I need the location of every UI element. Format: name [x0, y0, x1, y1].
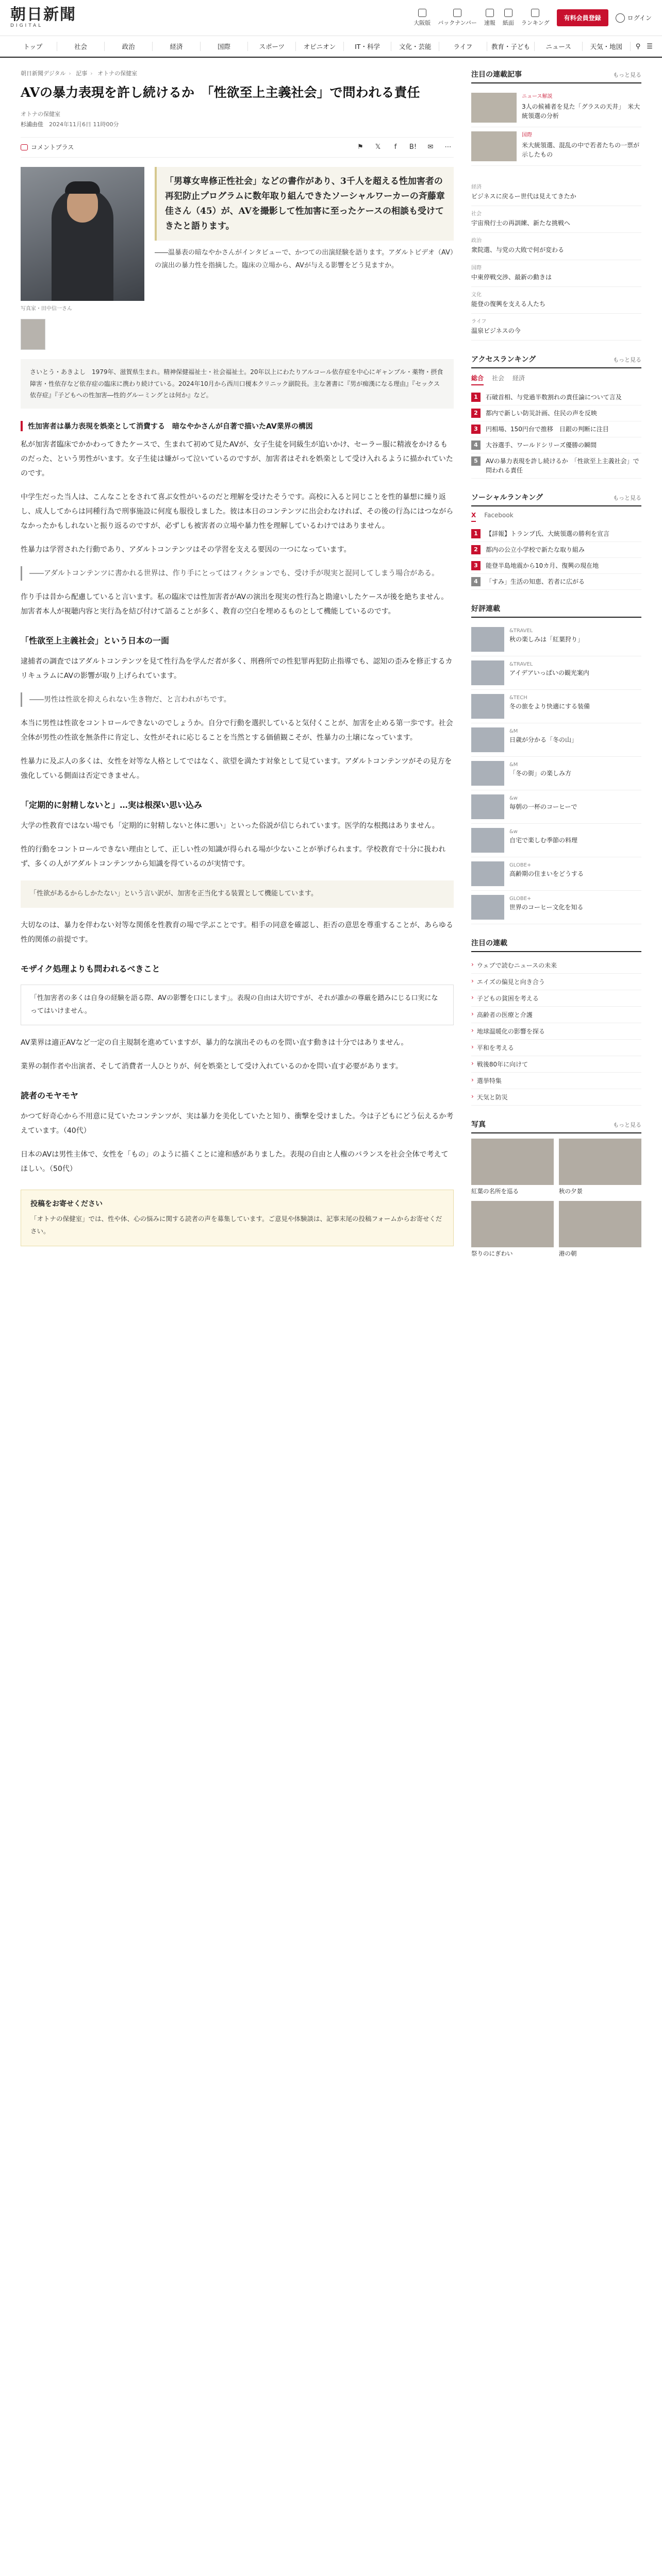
paragraph: 大学の性教育ではない場でも「定期的に射精しないと体に悪い」といった俗説が信じられています。医学的な根拠はありません。 [21, 822, 439, 831]
site-logo[interactable] [10, 7, 76, 28]
header-link-region[interactable]: 大阪版 [413, 9, 431, 27]
series-item[interactable]: &TECH 冬の旅をより快適にする装備 [471, 690, 641, 723]
more-link[interactable]: もっと見る [613, 495, 641, 502]
photo-thumbnail[interactable] [21, 319, 45, 350]
social-ranking [471, 492, 641, 590]
list-item[interactable]: ライフ 温泉ビジネスの今 [471, 314, 641, 341]
interview-question: ――男性は性欲を抑えられない生き物だ、と言われがちです。 [21, 692, 454, 707]
ranking-item[interactable]: 3 円相場、150円台で推移 日銀の判断に注目 [471, 421, 641, 437]
comment-plus-link[interactable]: コメントプラス [21, 143, 74, 151]
paragraph: 業界の制作者や出演者、そして消費者一人ひとりが、何を娯楽として受け入れているのかを問い直す必要があります。 [21, 1062, 403, 1071]
photo-card[interactable]: 紅葉の名所を巡る [471, 1139, 554, 1196]
series-thumbnail [471, 861, 504, 886]
reader-box-text: 「オトナの保健室」では、性や体、心の悩みに関する読者の声を募集しています。ご意見や体験談は、記事末尾の投稿フォームからお寄せください。 [30, 1215, 442, 1235]
site-header [0, 0, 662, 36]
paragraph: AV業界は適正AVなど一定の自主規制を進めていますが、暴力的な演出そのものを問い直す動きは十分ではありません。 [21, 1039, 408, 1047]
link-item[interactable]: › 子どもの貧困を考える [471, 990, 641, 1007]
photo-thumbnail [559, 1201, 641, 1247]
paragraph: かつて好奇心から不用意に見ていたコンテンツが、実は暴力を美化していたと知り、衝撃を受けました。今は子どもにどう伝えるか考えています。（40代） [21, 1112, 454, 1136]
feature-thumbnail [471, 131, 517, 161]
nav-item-international[interactable]: 国際 [201, 42, 249, 51]
link-item[interactable]: › 高齢者の医療と介護 [471, 1007, 641, 1023]
article-title: AVの暴力表現を許し続けるか 「性欲至上主義社会」で問われる責任 [21, 85, 420, 100]
ranking-icon [531, 9, 539, 17]
article-body [21, 421, 454, 1246]
share-bar [21, 137, 454, 158]
link-item[interactable]: › エイズの偏見と向き合う [471, 974, 641, 990]
pullquote: 「男尊女卑修正性社会」などの書作があり、3千人を超える性加害者の再犯防止プログラムに数年取り組んできたソーシャルワーカーの斉藤章佳さん（45）が、AVを撮影して性加害に至ったケースの相談も受けてきたと語ります。 [155, 167, 454, 241]
nav-item-education[interactable]: 教育・子ども [487, 42, 535, 51]
article-main [21, 69, 454, 1272]
reader-box-title: 投稿をお寄せください [30, 1200, 103, 1209]
link-item[interactable]: › 地球温暖化の影響を探る [471, 1023, 641, 1040]
nav-item-opinion[interactable]: オピニオン [296, 42, 344, 51]
login-button[interactable]: ログイン [616, 13, 652, 23]
header-link-ranking[interactable]: ランキング [521, 9, 550, 27]
rank-badge: 3 [471, 561, 481, 570]
ranking-item[interactable]: 1 石破首相、与党過半数割れの責任論について言及 [471, 389, 641, 405]
header-link-paper[interactable]: 紙面 [503, 9, 514, 27]
more-share-icon[interactable]: ⋯ [444, 143, 452, 151]
sidebar-section-title: 注目の連載記事 [471, 71, 522, 79]
access-ranking [471, 354, 641, 479]
sidebar-news-list [471, 179, 641, 341]
ranking-item[interactable]: 2 都内で新しい防災計画、住民の声を反映 [471, 405, 641, 421]
ranking-tabs [471, 374, 641, 385]
photo-thumbnails [21, 319, 144, 350]
feature-thumbnail [471, 93, 517, 123]
nav-item-life[interactable]: ライフ [439, 42, 487, 51]
sidebar-photos [471, 1119, 641, 1259]
logo-subtext: DIGITAL [10, 23, 43, 28]
newspaper-icon [504, 9, 512, 17]
feature-item[interactable]: 国際 米大統領選、混乱の中で若者たちの一票が示したもの [471, 127, 641, 166]
sidebar-section-title: ソーシャルランキング [471, 494, 543, 502]
section-heading: 「定期的に射精しないと」…実は根深い思い込み [21, 800, 203, 810]
link-item[interactable]: › 戦後80年に向けて [471, 1056, 641, 1073]
nav-item-science[interactable]: IT・科学 [344, 42, 392, 51]
sidebar-section-title: アクセスランキング [471, 355, 536, 364]
register-button[interactable]: 有料会員登録 [557, 9, 608, 26]
breadcrumb: 朝日新聞デジタル › 記事 › オトナの保健室 [21, 70, 138, 77]
sidebar-section-title: 注目の連載 [471, 939, 507, 948]
sidebar-section-title: 写真 [471, 1121, 486, 1129]
paragraph: 性暴力は学習された行動であり、アダルトコンテンツはその学習を支える要因の一つになっています。 [21, 546, 351, 554]
series-item[interactable]: &w 自宅で楽しむ季節の料理 [471, 824, 641, 857]
list-item[interactable]: 国際 中東停戦交渉、最新の動きは [471, 260, 641, 287]
section-heading: モザイク処理よりも問われるべきこと [21, 963, 160, 974]
byline [21, 109, 454, 130]
calendar-icon [453, 9, 461, 17]
series-item[interactable]: &w 毎朝の一杯のコーヒーで [471, 790, 641, 824]
interviewee-profile: さいとう・あきよし 1979年、滋賀県生まれ。精神保健福祉士・社会福祉士。20年以上にわたりアルコール依存症を中心にギャンブル・薬物・摂食障害・性依存など依存症の臨床に携わり続けている。2024年10月から西川口榎本クリニック副院長。主な著書に『男が痴漢になる理由』『セックス依存症』『子どもへの性加害―性的グルーミングとは何か』など。 [21, 359, 454, 409]
tab-overall[interactable]: 総合 [471, 374, 484, 385]
nav-item-society[interactable]: 社会 [57, 42, 105, 51]
header-links [413, 9, 652, 27]
more-link[interactable]: もっと見る [613, 72, 641, 78]
photo-caption: 写真家・田中信一さん [21, 306, 72, 312]
list-item[interactable]: 文化 能登の復興を支える人たち [471, 287, 641, 314]
list-item[interactable]: 経済 ビジネスに戻るー世代は見えてきたか [471, 179, 641, 206]
nav-item-culture[interactable]: 文化・芸能 [391, 42, 439, 51]
series-item[interactable]: GLOBE+ 世界のコーヒー文化を知る [471, 891, 641, 924]
ranking-item[interactable]: 5 AVの暴力表現を許し続けるか 「性欲至上主義社会」で問われる責任 [471, 453, 641, 479]
nav-item-politics[interactable]: 政治 [105, 42, 153, 51]
rank-badge: 1 [471, 393, 481, 402]
tab-facebook[interactable]: Facebook [484, 512, 514, 519]
interview-question: ――アダルトコンテンツに書かれる世界は、作り手にとってはフィクションでも、受け手が現実と混同してしまう場合がある。 [21, 566, 454, 581]
sidebar-series [471, 603, 641, 924]
header-link-breaking[interactable]: 速報 [484, 9, 495, 27]
series-thumbnail [471, 627, 504, 652]
menu-icon[interactable]: ☰ [647, 42, 653, 50]
rank-badge: 2 [471, 545, 481, 554]
paragraph: 本当に男性は性欲をコントロールできないのでしょうか。自分で行動を選択していると気付くことが、加害を止める第一歩です。社会全体が男性の性欲を無条件に肯定し、女性がそれに応じることを当然とする価値観こそが、性暴力の土壌になっています。 [21, 719, 453, 742]
clock-icon [486, 9, 494, 17]
paragraph: 逮捕者の調査ではアダルトコンテンツを見て性行為を学んだ者が多く、刑務所での性犯罪再犯防止指導でも、認知の歪みを修正するカリキュラムにAVの影響が取り上げられています。 [21, 657, 453, 681]
rank-badge: 5 [471, 456, 481, 466]
more-link[interactable]: もっと見る [613, 1122, 641, 1129]
series-thumbnail [471, 660, 504, 685]
tab-economy[interactable]: 経済 [512, 375, 525, 382]
section-heading: 読者のモヤモヤ [21, 1091, 79, 1101]
paragraph: 大切なのは、暴力を伴わない対等な関係を性教育の場で学ぶことです。相手の同意を確認し、拒否の意思を尊重することが、あらゆる性的関係の前提です。 [21, 921, 453, 944]
series-item[interactable]: &TRAVEL アイデアいっぱいの観光案内 [471, 656, 641, 690]
nav-item-weather[interactable]: 天気・地図 [583, 42, 631, 51]
nav-item-economy[interactable]: 経済 [153, 42, 201, 51]
photo-thumbnail [471, 1201, 554, 1247]
bookmark-icon[interactable]: ⚑ [357, 143, 363, 151]
nav-item-sports[interactable]: スポーツ [248, 42, 296, 51]
series-thumbnail [471, 794, 504, 819]
highlight-note: 「性欲があるからしかたない」という言い訳が、加害を正当化する装置として機能しています。 [21, 880, 454, 908]
author-name[interactable]: 杉浦由佳 [21, 121, 43, 128]
sidebar [471, 69, 641, 1272]
comment-icon [21, 144, 28, 150]
link-item[interactable]: › 平和を考える [471, 1040, 641, 1056]
ranking-item[interactable]: 1 【詳報】トランプ氏、大統領選の勝利を宣言 [471, 526, 641, 542]
hatena-share-icon[interactable]: B! [409, 143, 417, 151]
series-thumbnail [471, 761, 504, 786]
ranking-item[interactable]: 2 都内の公立小学校で新たな取り組み [471, 542, 641, 558]
paragraph: 性的行動をコントロールできない理由として、正しい性の知識が得られる場が少ないことが挙げられます。学校教育で十分に扱われず、多くの人がアダルトコンテンツから知識を得ているのが実情です。 [21, 845, 446, 869]
article-hero [21, 167, 454, 350]
tab-society[interactable]: 社会 [492, 375, 505, 382]
photo-thumbnail [559, 1139, 641, 1185]
rank-badge: 2 [471, 409, 481, 418]
sidebar-featured [471, 69, 641, 166]
sidebar-links [471, 938, 641, 1106]
rank-badge: 4 [471, 440, 481, 450]
callout-box: 「性加害者の多くは自身の経験を語る際、AVの影響を口にします」。表現の自由は大切ですが、それが誰かの尊厳を踏みにじる口実になってはいけません。 [21, 985, 454, 1025]
series-thumbnail [471, 694, 504, 719]
series-thumbnail [471, 828, 504, 853]
search-icon[interactable]: ⚲ [635, 42, 641, 50]
feature-item[interactable]: ニュース解説 3人の候補者を見た「グラスの天井」 米大統領選の分析 [471, 89, 641, 127]
sidebar-section-title: 好評連載 [471, 605, 500, 614]
link-item[interactable]: › 天気と防災 [471, 1089, 641, 1106]
list-item[interactable]: 政治 衆院選、与党の大敗で何が変わる [471, 233, 641, 260]
tab-x[interactable]: X [471, 512, 476, 522]
photo-card[interactable]: 港の朝 [559, 1201, 641, 1258]
more-link[interactable]: もっと見る [613, 357, 641, 364]
breadcrumb-item[interactable]: 記事 [76, 70, 88, 77]
rank-badge: 1 [471, 529, 481, 538]
ranking-item[interactable]: 4 「すみ」生活の知恵、若者に広がる [471, 574, 641, 590]
paragraph: 中学生だった当人は、こんなことをされて喜ぶ女性がいるのだと理解を受けたそうです。高校に入ると同じことを性的暴想に繰り返し、成人してからは同種行為で刑事施設に何度も服役しました。彼は本日のコンテンツに出会わなければ、その後の行為にはつながらなかったかもしれないと振り返るのですが、必ずしも被害者の立場や暴力性を理解しているわけではありません。 [21, 493, 454, 531]
mail-share-icon[interactable]: ✉ [427, 143, 434, 151]
ranking-item[interactable]: 3 能登半島地震から10カ月、復興の現在地 [471, 558, 641, 574]
photo-card[interactable]: 祭りのにぎわい [471, 1201, 554, 1258]
x-share-icon[interactable]: 𝕏 [375, 143, 381, 151]
rank-badge: 3 [471, 425, 481, 434]
ranking-item[interactable]: 4 大谷選手、ワールドシリーズ優勝の瞬間 [471, 437, 641, 453]
link-item[interactable]: › ウェブで読むニュースの未来 [471, 957, 641, 974]
section-heading: 「性欲至上主義社会」という日本の一面 [21, 636, 170, 646]
share-icons [355, 142, 454, 153]
lead-box [155, 167, 454, 350]
link-item[interactable]: › 選挙特集 [471, 1073, 641, 1089]
header-link-backnumber[interactable]: バックナンバー [438, 9, 477, 27]
series-item[interactable]: &M 日歳が分かる「冬の山」 [471, 723, 641, 757]
section-heading: 性加害者は暴力表現を娯楽として消費する 暗なやかさんが自著で描いたAV業界の構図 [21, 421, 454, 431]
paragraph: 性暴力に及ぶ人の多くは、女性を対等な人格としてではなく、欲望を満たす対象として見ています。アダルトコンテンツがその見方を強化している側面は否定できません。 [21, 757, 452, 781]
hero-photo[interactable] [21, 167, 144, 301]
series-item[interactable]: &M 「冬の街」の楽しみ方 [471, 757, 641, 790]
paragraph: 作り手は昔から配慮していると言います。私の臨床では性加害者がAVの演出を現実の性行為と勘違いしたケースが後を絶ちません。加害者本人が視聴内容と実行為を結び付けて語ることが多く、教育の空白を埋めるものとして機能しているのです。 [21, 593, 449, 616]
photo-thumbnail [471, 1139, 554, 1185]
series-link[interactable]: オトナの保健室 [21, 111, 60, 118]
global-nav [0, 36, 662, 58]
paragraph: 日本のAVは男性主体で、女性を「もの」のように描くことに違和感がありました。表現の自由と人権のバランスを社会全体で考えてほしい。（50代） [21, 1150, 449, 1174]
nav-item-news[interactable]: ニュース [535, 42, 583, 51]
page-body [0, 58, 662, 1272]
region-icon [418, 9, 426, 17]
user-icon [616, 13, 625, 23]
nav-tools [631, 43, 653, 50]
rank-badge: 4 [471, 577, 481, 586]
breadcrumb-item[interactable]: オトナの保健室 [97, 70, 138, 77]
lead-text: ――温暴表の暗なやかさんがインタビューで、かつての出演経験を語ります。アダルトビデオ（AV）の演出の暴力性を指摘した。臨床の立場から、AVが与える影響をどう見ますか。 [155, 249, 454, 270]
breadcrumb-item[interactable]: 朝日新聞デジタル [21, 70, 66, 77]
series-item[interactable]: &TRAVEL 秋の楽しみは「紅葉狩り」 [471, 623, 641, 656]
nav-item-top[interactable]: トップ [9, 42, 57, 51]
photo-card[interactable]: 秋の夕景 [559, 1139, 641, 1196]
series-item[interactable]: GLOBE+ 高齢期の住まいをどうする [471, 857, 641, 891]
series-thumbnail [471, 895, 504, 920]
publish-date: 2024年11月6日 11時00分 [49, 121, 119, 128]
logo-text: 朝日新聞 [10, 6, 76, 24]
social-tabs [471, 512, 641, 522]
paragraph: 私が加害者臨床でかかわってきたケースで、生まれて初めて見たAVが、女子生徒を同級生が追いかけ、セーラー服に精液をかけるものだった、という男性がいます。女子生徒は嫌がって泣いているのですが、加害者はそれを娯楽として受け入れるように描かれていたのです。 [21, 440, 453, 478]
facebook-share-icon[interactable]: f [394, 143, 397, 151]
reader-submission-box [21, 1190, 454, 1246]
list-item[interactable]: 社会 宇宙飛行士の再訓練、新たな挑戦へ [471, 206, 641, 233]
series-thumbnail [471, 727, 504, 752]
